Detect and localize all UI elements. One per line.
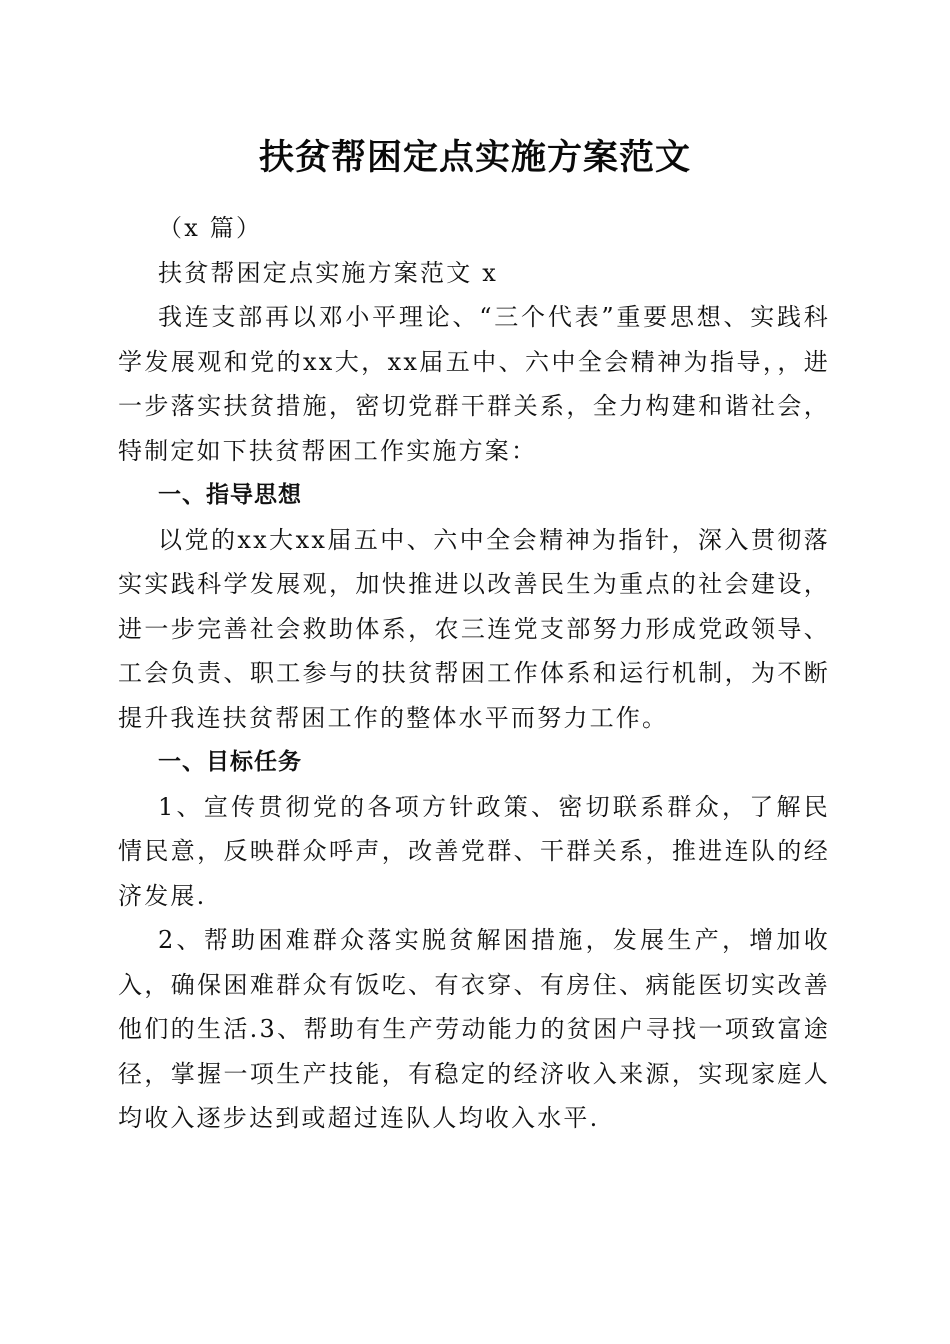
document-title: 扶贫帮困定点实施方案范文 — [258, 138, 691, 178]
doc-heading: 扶贫帮困定点实施方案范文 x — [158, 258, 498, 287]
objective-item-1: 1、宣传贯彻党的各项方针政策、密切联系群众，了解民情民意，反映群众呼声，改善党群、干群关系，推进连队的经济发展. — [118, 792, 830, 910]
section-heading-objectives: 一、目标任务 — [158, 749, 302, 775]
document-body — [118, 206, 830, 1141]
guiding-thought-paragraph: 以党的xx大xx届五中、六中全会精神为指针，深入贯彻落实实践科学发展观，加快推进以改善民生为重点的社会建设，进一步完善社会救助体系，农三连党支部努力形成党政领导、工会负责、职工参与的扶贫帮困工作体系和运行机制，为不断提升我连扶贫帮困工作的整体水平而努力工作。 — [118, 525, 830, 732]
section-heading-guiding-thought: 一、指导思想 — [158, 482, 302, 508]
objective-item-2: 2、帮助困难群众落实脱贫解困措施，发展生产，增加收入，确保困难群众有饭吃、有衣穿、有房住、病能医切实改善他们的生活.3、帮助有生产劳动能力的贫困户寻找一项致富途径，掌握一项生产技能，有稳定的经济收入来源，实现家庭人均收入逐步达到或超过连队人均收入水平. — [118, 926, 830, 1132]
intro-paragraph: 我连支部再以邓小平理论、“三个代表”重要思想、实践科学发展观和党的xx大，xx届五中、六中全会精神为指导，，进一步落实扶贫措施，密切党群干群关系，全力构建和谐社会，特制定如下扶贫帮困工作实施方案： — [118, 303, 830, 465]
subtitle: （x 篇） — [158, 214, 263, 242]
